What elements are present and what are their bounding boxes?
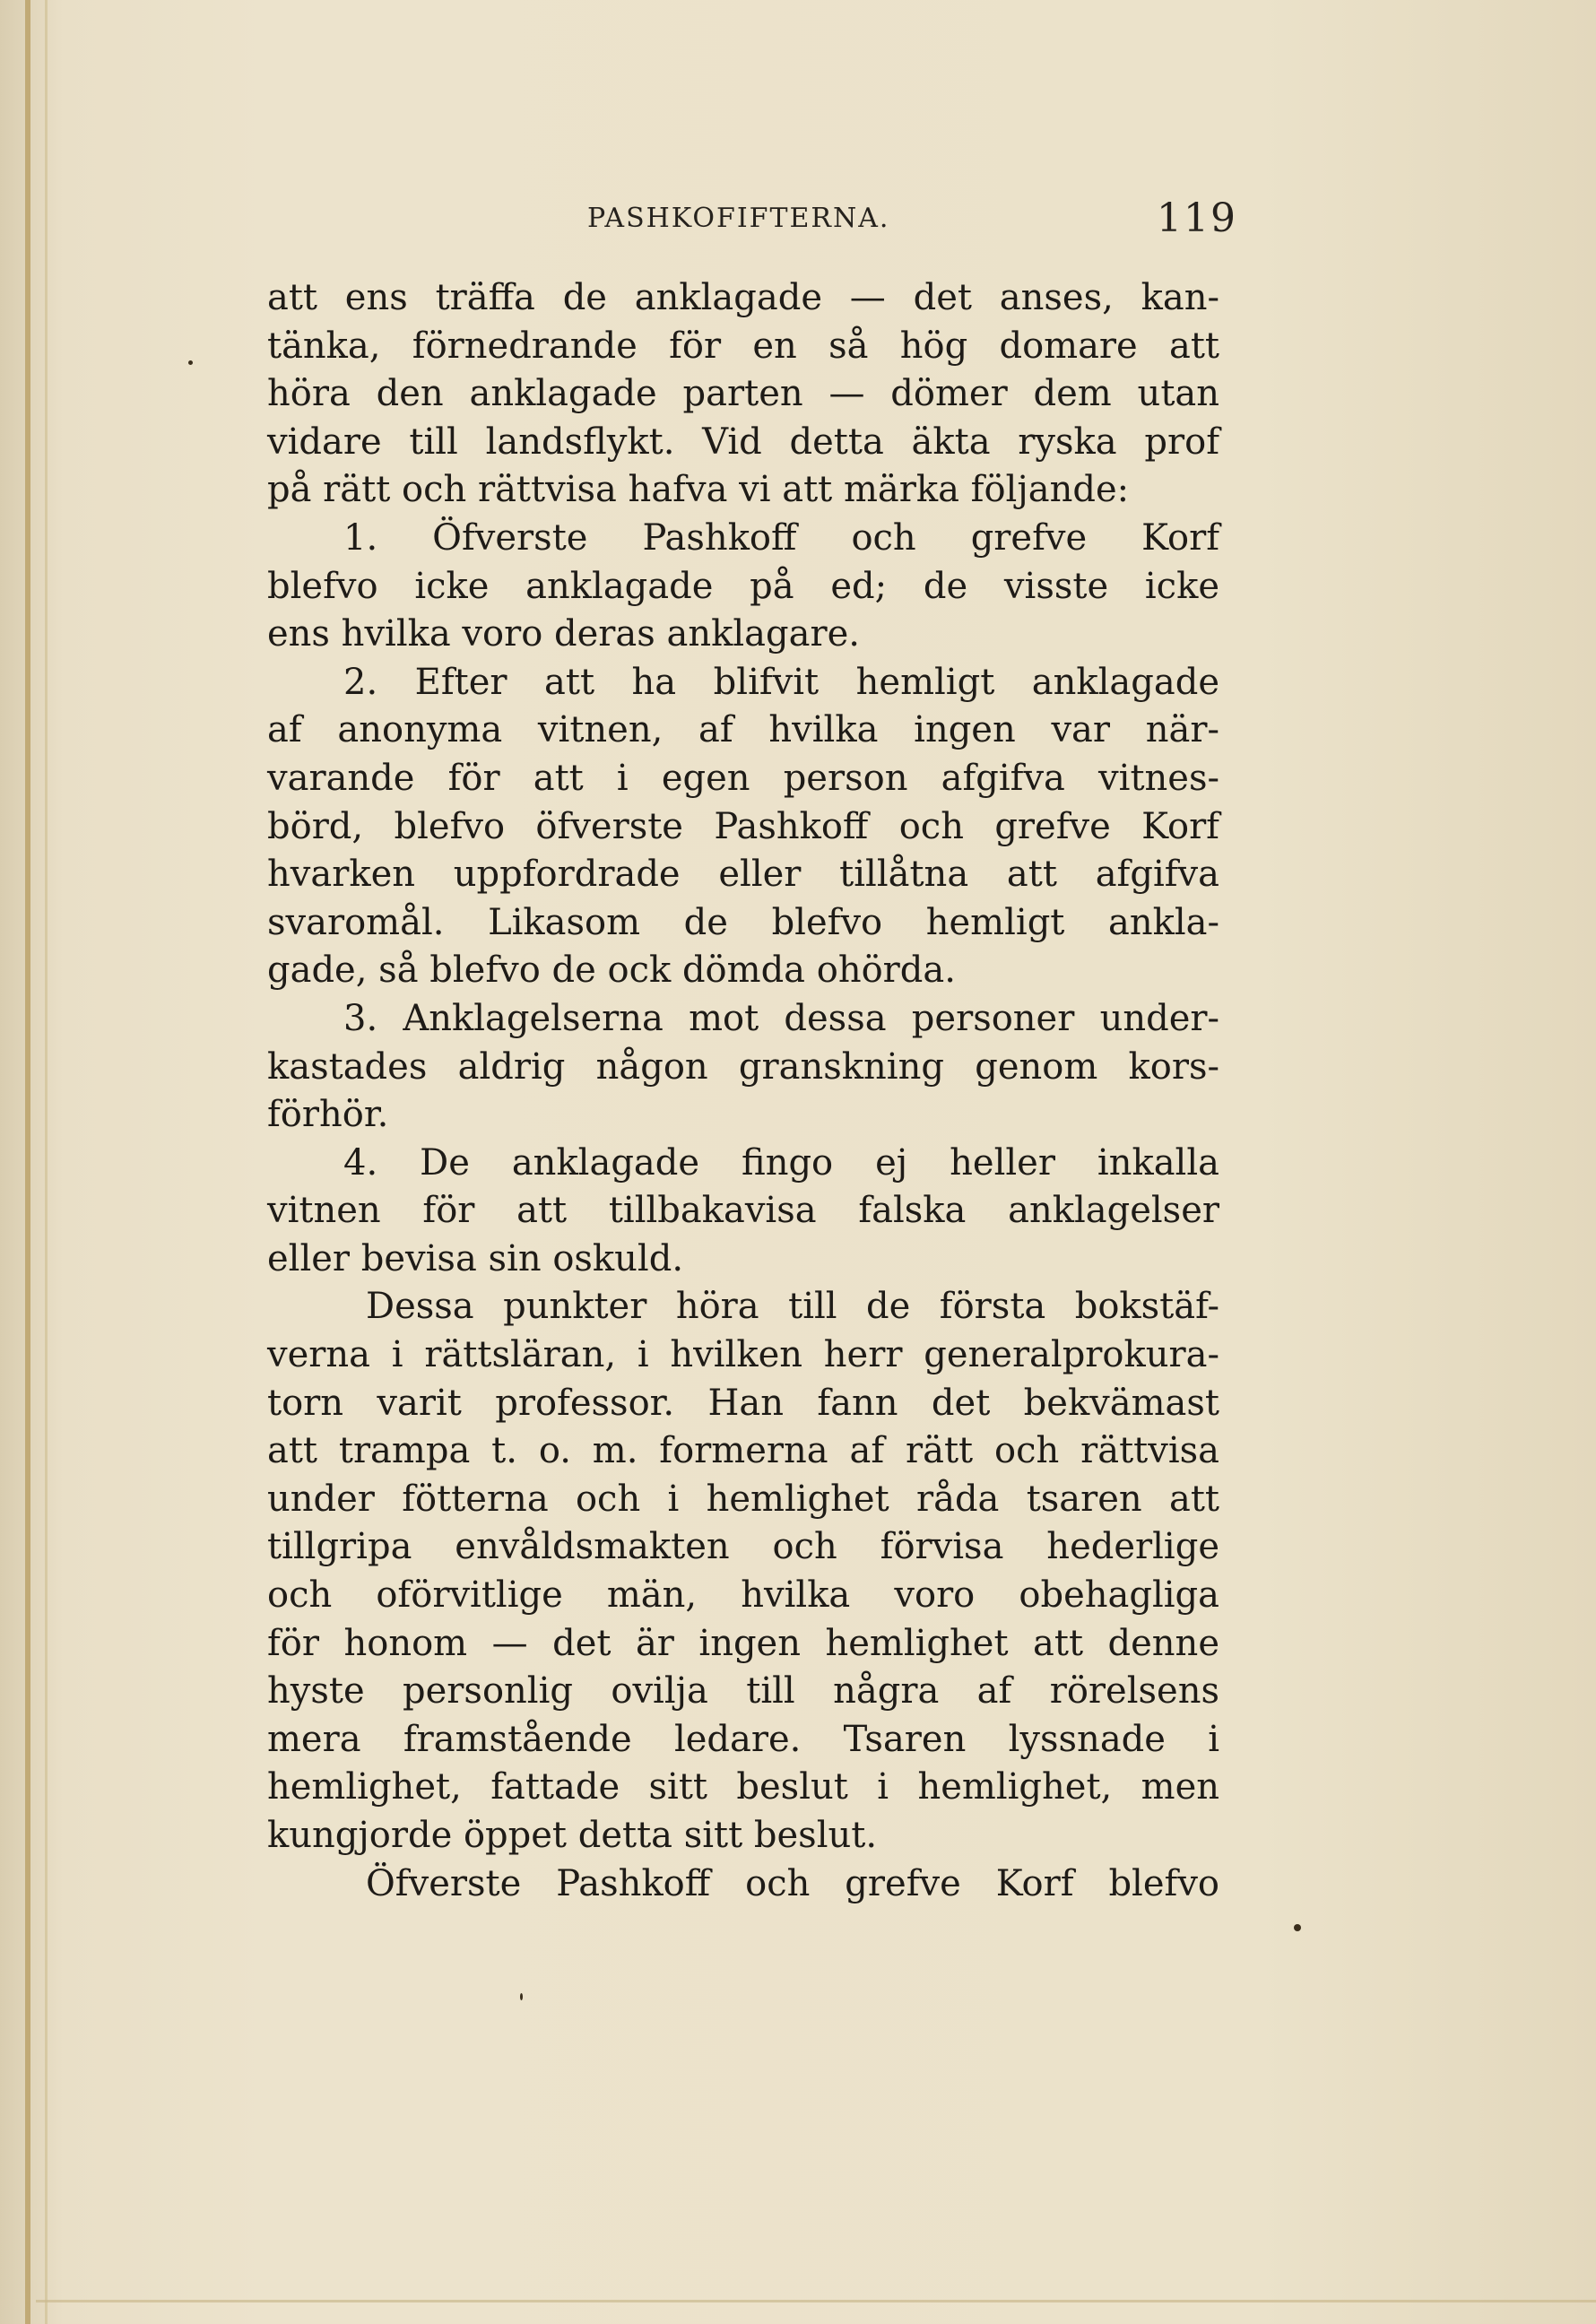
text-line: 2. Efter att ha blifvit hemligt anklagade [343, 661, 1219, 703]
text-line: svaromål. Likasom de blefvo hemligt ankla- [267, 901, 1219, 943]
text-line: 1. Öfverste Pashkoff och grefve Korf [343, 516, 1219, 559]
text-line: Dessa punkter höra till de första bokstäf- [366, 1286, 1219, 1328]
text-line: vidare till landsflykt. Vid detta äkta ryska prof [267, 421, 1219, 463]
text-line: mera framstående ledare. Tsaren lyssnade i [267, 1718, 1219, 1760]
text-line: hvarken uppfordrade eller tillåtna att afgifva [267, 854, 1219, 896]
text-line: 3. Anklagelserna mot dessa personer under- [343, 997, 1219, 1039]
text-line: hemlighet, fattade sitt beslut i hemlighet, men [267, 1766, 1219, 1808]
text-line: blefvo icke anklagade på ed; de visste icke [267, 565, 1219, 607]
text-line: höra den anklagade parten — dömer dem utan [267, 373, 1219, 415]
text-line: Öfverste Pashkoff och grefve Korf blefvo [366, 1862, 1219, 1904]
body-text [267, 274, 1219, 1908]
text-line: 4. De anklagade fingo ej heller inkalla [343, 1141, 1219, 1184]
text-line: börd, blefvo öfverste Pashkoff och grefve Korf [267, 805, 1219, 847]
text-line: för honom — det är ingen hemlighet att denne [267, 1622, 1219, 1664]
text-line: eller bevisa sin oskuld. [267, 1237, 684, 1279]
binding-edge [25, 0, 30, 2324]
text-line: varande för att i egen person afgifva vitnes- [267, 757, 1219, 799]
text-line: tillgripa envåldsmakten och förvisa hederlige [267, 1526, 1219, 1568]
running-head: PASHKOFIFTERNA. [587, 203, 890, 234]
ink-speck [188, 360, 193, 365]
text-line: gade, så blefvo de ock dömda ohörda. [267, 950, 956, 992]
text-line: förhör. [267, 1094, 389, 1136]
text-line: tänka, förnedrande för en så hög domare att [267, 325, 1219, 367]
page-header [269, 195, 1237, 249]
text-line: kastades aldrig någon granskning genom kors- [267, 1045, 1219, 1088]
page-bottom-edge [36, 2300, 1596, 2302]
text-line: verna i rättsläran, i hvilken herr generalprokura- [267, 1334, 1219, 1376]
ink-speck [520, 1993, 523, 2000]
text-line: hyste personlig ovilja till några af rörelsens [267, 1670, 1219, 1713]
text-line: under fötterna och i hemlighet råda tsaren att [267, 1478, 1219, 1520]
text-line: att trampa t. o. m. formerna af rätt och rättvisa [267, 1430, 1219, 1472]
text-line: att ens träffa de anklagade — det anses, kan- [267, 277, 1219, 318]
binding-shadow [45, 0, 48, 2324]
page-number: 119 [1157, 195, 1237, 241]
text-line: torn varit professor. Han fann det bekvämast [267, 1382, 1219, 1424]
text-line: på rätt och rättvisa hafva vi att märka följande: [267, 469, 1130, 511]
text-line: af anonyma vitnen, af hvilka ingen var när- [267, 709, 1219, 751]
text-line: kungjorde öppet detta sitt beslut. [267, 1815, 878, 1856]
text-line: vitnen för att tillbakavisa falska anklagelser [267, 1190, 1219, 1232]
text-line: och oförvitlige män, hvilka voro obehagliga [267, 1574, 1219, 1617]
text-line: ens hvilka voro deras anklagare. [267, 613, 860, 655]
ink-speck [1294, 1924, 1301, 1931]
